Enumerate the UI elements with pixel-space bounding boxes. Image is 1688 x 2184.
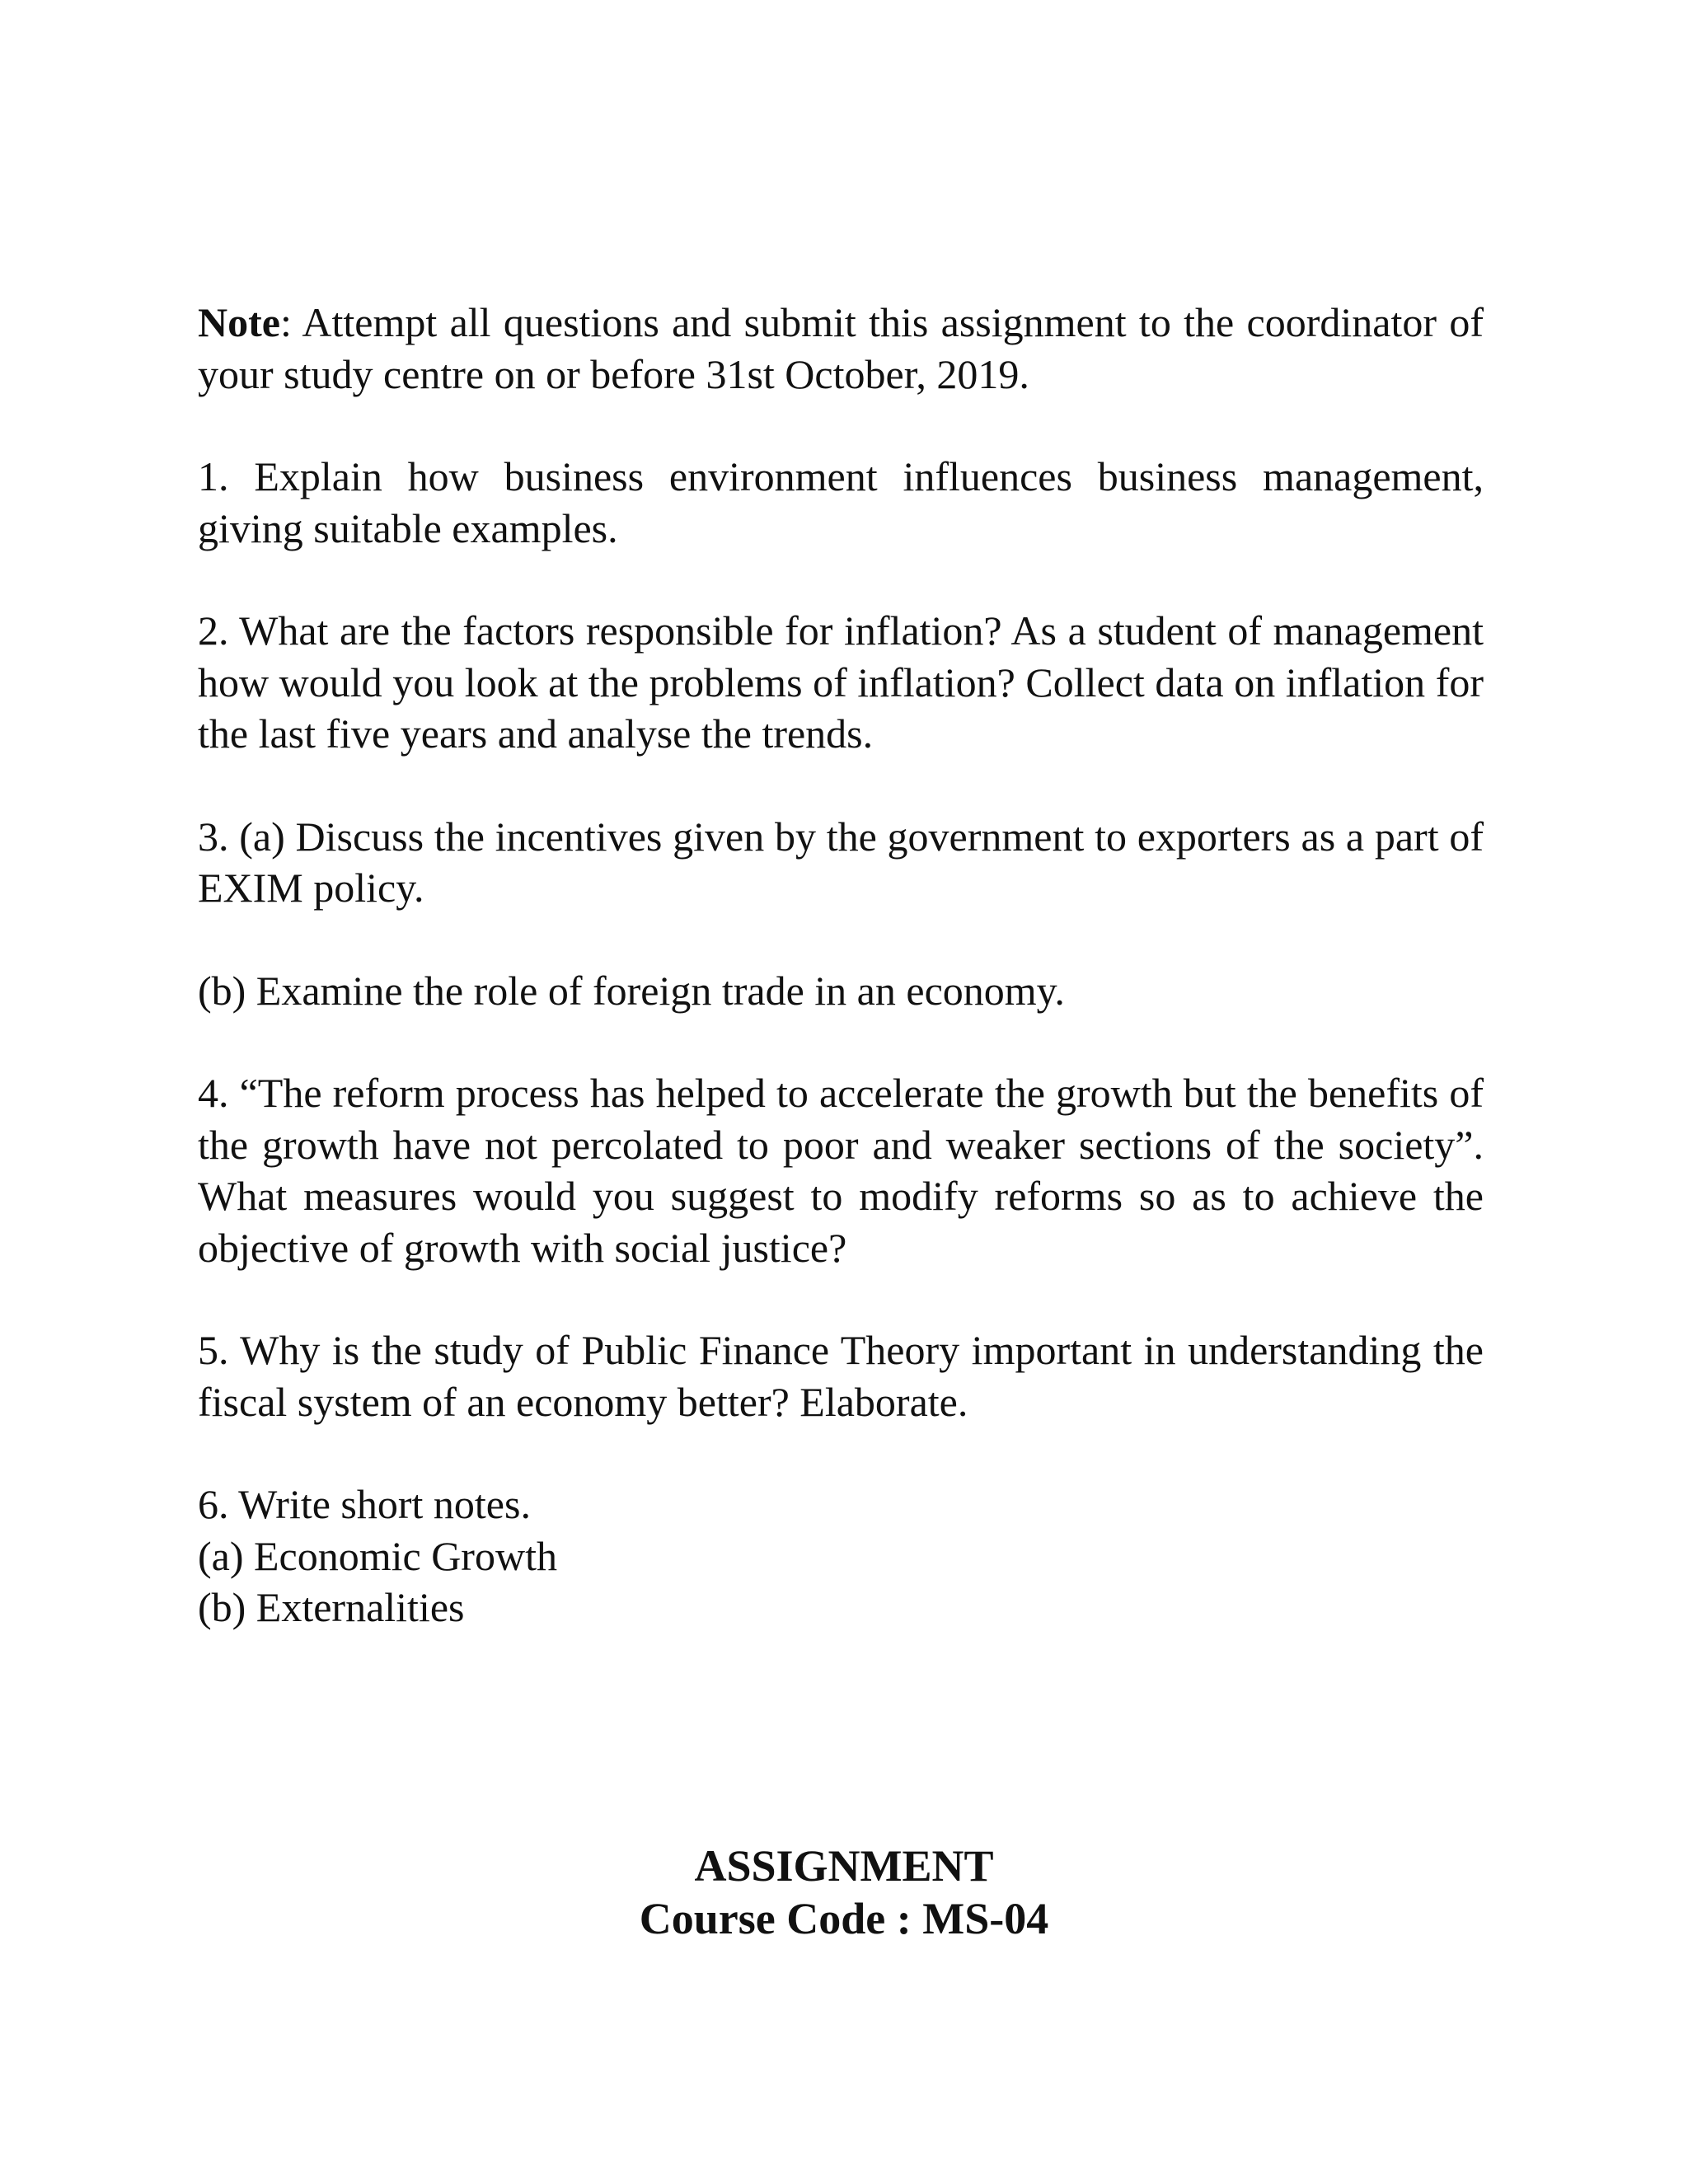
short-notes-heading: 6. Write short notes. [198, 1481, 531, 1527]
question-3a: 3. (a) Discuss the incentives given by the government to exporters as a part of EXIM policy. [198, 813, 1484, 911]
assignment-body [198, 297, 1484, 1633]
spacer [198, 914, 1484, 965]
question-3b: (b) Examine the role of foreign trade in an economy. [198, 967, 1065, 1014]
note-paragraph [198, 297, 1484, 400]
question-2: 2. What are the factors responsible for inflation? As a student of management how would you look at the problems of inflation? Collect data on inflation for the last five years and analyse the trends. [198, 607, 1484, 757]
course-code: Course Code : MS-04 [639, 1894, 1049, 1943]
question-6 [198, 1479, 1484, 1633]
spacer [198, 760, 1484, 811]
spacer [198, 554, 1484, 605]
question-5: 5. Why is the study of Public Finance Theory important in understanding the fiscal system of an economy better? Elaborate. [198, 1327, 1484, 1425]
short-note-item-a: (a) Economic Growth [198, 1532, 557, 1579]
spacer [198, 1016, 1484, 1067]
spacer [198, 400, 1484, 451]
assignment-footer [0, 1840, 1688, 1945]
question-4: 4. “The reform process has helped to accelerate the growth but the benefits of the growth have not percolated to poor and weaker sections of the society”. What measures would you suggest to modify reforms so as to achieve the objective of growth with social justice? [198, 1070, 1484, 1271]
spacer [198, 1273, 1484, 1324]
note-text: : Attempt all questions and submit this assignment to the coordinator of your study centre on or before 31st October, 2019. [198, 299, 1484, 397]
note-label: Note [198, 299, 280, 345]
spacer [198, 1427, 1484, 1479]
question-1: 1. Explain how business environment influences business management, giving suitable examples. [198, 453, 1484, 551]
short-note-item-b: (b) Externalities [198, 1584, 465, 1630]
assignment-title: ASSIGNMENT [694, 1841, 994, 1891]
